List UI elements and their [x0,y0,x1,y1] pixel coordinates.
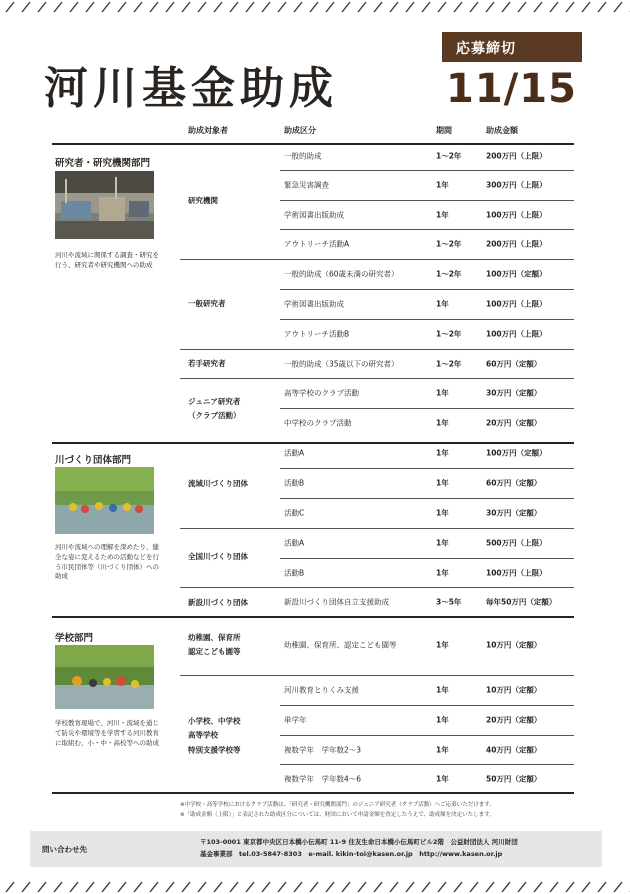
row-period: 1年 [436,715,449,725]
row-amount: 200万円（上限） [486,239,547,249]
row-period: 1～2年 [436,359,462,369]
footnotes [180,800,495,821]
row-category: 単学年 [284,715,307,725]
row-amount: 300万円（上限） [486,180,547,190]
row-amount: 20万円（定額） [486,418,542,428]
row-separator [180,675,574,676]
row-separator [280,705,574,706]
section-title-schools: 学校部門 [55,633,94,644]
row-separator [280,468,574,469]
row-separator [180,259,574,260]
group-label: 幼稚園、保育所 認定こども園等 [188,632,241,656]
row-period: 1～2年 [436,239,462,249]
row-category: 活動C [284,508,305,518]
header-target: 助成対象者 [188,126,228,135]
row-amount: 500万円（上限） [486,538,547,548]
row-amount: 100万円（上限） [486,299,547,309]
group-label: 研究機関 [188,195,218,205]
header-amount: 助成金額 [486,126,518,135]
row-amount: 毎年50万円（定額） [486,597,557,607]
section-desc-river-groups: 河川や流域への理解を深めたり、健全な姿に変えるための活動などを行う市民団体等（川づくり団体）への助成 [55,543,159,581]
row-period: 1年 [436,774,449,784]
row-category: 一般的助成 [284,151,322,161]
row-separator [280,498,574,499]
group-label: 全国川づくり団体 [188,551,248,561]
row-period: 1年 [436,568,449,578]
row-separator [180,528,574,529]
row-period: 1年 [436,210,449,220]
row-category: 新設川づくり団体自立支援助成 [284,597,389,607]
footnote: ※中学校・高等学校におけるクラブ活動は、「研究者・研究機関部門」のジュニア研究者（クラブ活動）へご応募いただけます。 [180,802,495,808]
row-category: 活動B [284,568,305,578]
row-category: 学術図書出版助成 [284,299,344,309]
row-separator [180,378,574,379]
row-amount: 50万円（定額） [486,774,542,784]
row-amount: 100万円（上限） [486,329,547,339]
row-period: 1年 [436,448,449,458]
contact-address [200,836,518,861]
row-period: 1年 [436,745,449,755]
row-amount: 200万円（上限） [486,151,547,161]
row-amount: 100万円（定額） [486,269,547,279]
row-period: 1年 [436,388,449,398]
row-separator [180,349,574,350]
row-separator [280,558,574,559]
row-period: 3～5年 [436,597,462,607]
row-category: 複数学年 学年数2～3 [284,745,362,755]
row-amount: 20万円（定額） [486,715,542,725]
deadline-date: 11/15 [446,66,577,112]
row-category: 一般的助成（60歳未満の研究者） [284,269,399,279]
row-category: 学術図書出版助成 [284,210,344,220]
row-category: 河川教育とりくみ支援 [284,685,359,695]
group-label: 一般研究者 [188,298,226,308]
row-amount: 30万円（定額） [486,508,542,518]
row-period: 1年 [436,508,449,518]
top-stripe-border [0,0,630,14]
group-label: 流域川づくり団体 [188,478,248,488]
footnote: ※「助成金額（上限）」と表記された助成区分については、財団において申請金額を査定したうえで、助成額を決定いたします。 [180,812,495,819]
contact-label: 問い合わせ先 [42,845,87,854]
row-separator [280,170,574,171]
row-period: 1～2年 [436,151,462,161]
page-title: 河川基金助成 [44,63,338,114]
section-title-river-groups: 川づくり団体部門 [55,455,132,466]
row-category: アウトリーチ活動B [284,329,350,339]
row-period: 1年 [436,685,449,695]
section-separator [52,616,574,618]
row-category: 緊急災害調査 [284,180,329,190]
row-amount: 30万円（定額） [486,388,542,398]
row-category: 活動B [284,478,305,488]
row-category: 複数学年 学年数4～6 [284,774,362,784]
group-label: 若手研究者 [188,358,226,368]
row-period: 1～2年 [436,329,462,339]
section-desc-schools: 学校教育現場で、河川・流域を通じて防災や環境等を学習する河川教育に取組む、小・中・高校等への助成 [55,719,159,747]
row-category: 一般的助成（35歳以下の研究者） [284,359,399,369]
row-amount: 10万円（定額） [486,685,542,695]
row-period: 1年 [436,640,449,650]
row-category: 活動A [284,538,305,548]
row-separator [180,587,574,588]
row-separator [280,408,574,409]
header-category: 助成区分 [284,126,316,135]
row-amount: 10万円（定額） [486,640,542,650]
table-bottom-rule [52,792,574,794]
group-label: 小学校、中学校 高等学校 特別支援学校等 [188,716,241,755]
schools-photo [55,645,154,709]
row-period: 1年 [436,478,449,488]
row-period: 1年 [436,299,449,309]
row-separator [280,289,574,290]
row-period: 1年 [436,418,449,428]
row-amount: 60万円（定額） [486,478,542,488]
row-amount: 100万円（上限） [486,210,547,220]
row-category: 中学校のクラブ活動 [284,418,352,428]
row-amount: 60万円（定額） [486,359,542,369]
row-separator [280,764,574,765]
deadline-badge: 応募締切 [442,32,582,62]
row-amount: 100万円（定額） [486,448,547,458]
row-category: 高等学校のクラブ活動 [284,388,359,398]
row-separator [280,200,574,201]
row-period: 1年 [436,538,449,548]
row-separator [280,735,574,736]
row-category: 幼稚園、保育所、認定こども園等 [284,640,397,650]
section-desc-research: 河川や流域に関係する調査・研究を行う、研究者や研究機関への助成 [55,251,159,269]
row-category: 活動A [284,448,305,458]
research-photo [55,171,154,239]
bottom-stripe-border [0,880,630,894]
row-category: アウトリーチ活動A [284,239,350,249]
row-separator [280,229,574,230]
row-separator [280,319,574,320]
group-label: ジュニア研究者 （クラブ活動） [188,396,241,420]
row-period: 1年 [436,180,449,190]
contact-line: 基金事業部 tel.03-5847-8303 e-mail. kikin-toi@kasen.or.jp http://www.kasen.or.jp [200,850,503,859]
header-rule [52,143,574,145]
header-period: 期間 [436,126,452,135]
contact-line: 〒103-0001 東京都中央区日本橋小伝馬町 11-9 住友生命日本橋小伝馬町ビル2階 公益財団法人 河川財団 [200,838,518,846]
section-separator [52,442,574,444]
row-amount: 40万円（定額） [486,745,542,755]
row-period: 1～2年 [436,269,462,279]
river-groups-photo [55,467,154,534]
section-title-research: 研究者・研究機関部門 [55,158,151,169]
row-amount: 100万円（上限） [486,568,547,578]
group-label: 新設川づくり団体 [188,597,248,607]
